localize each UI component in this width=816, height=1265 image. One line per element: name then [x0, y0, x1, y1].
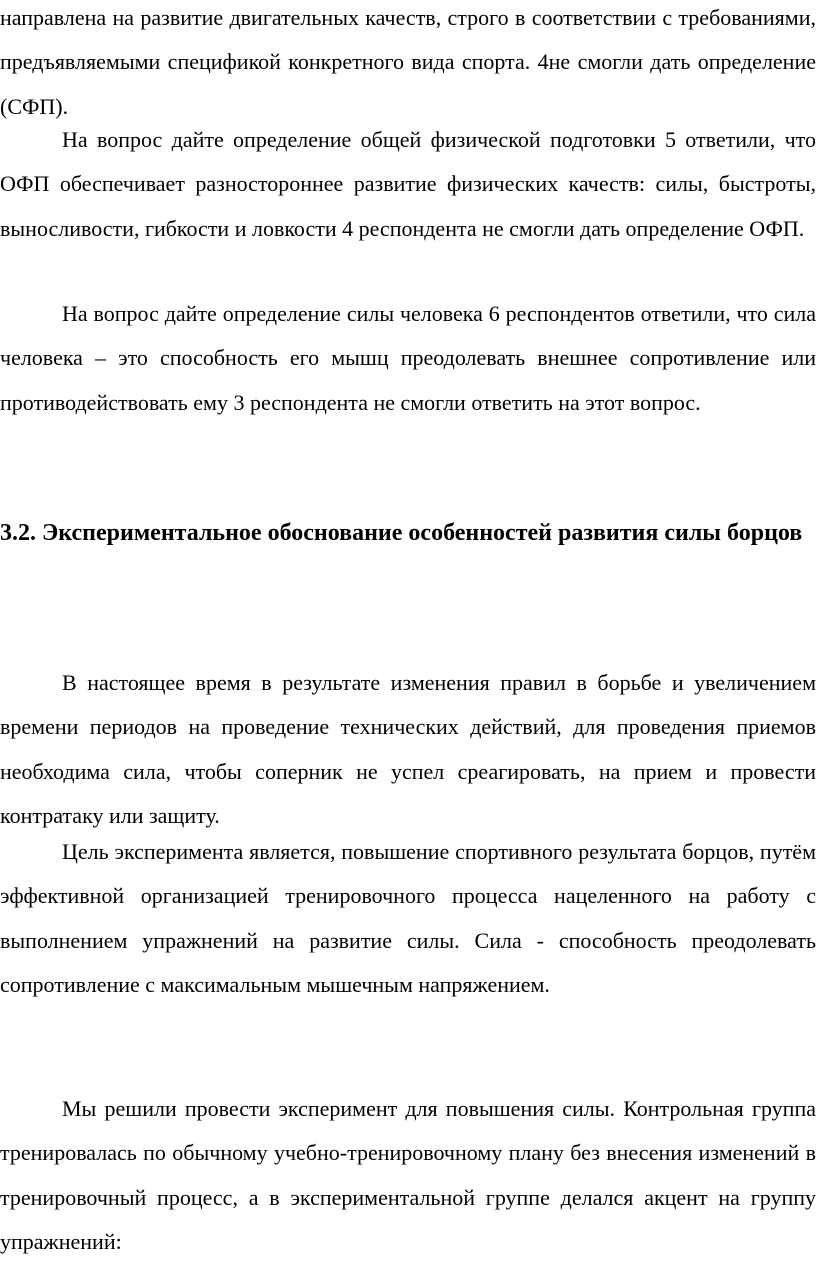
paragraph-strength-text: На вопрос дайте определение силы человека 6 респондентов ответили, что сила человека – это способность его мышц преодолевать внешнее сопротивление или противодействовать ему 3 респондента не смогли ответить на этот вопрос.	[0, 301, 816, 415]
paragraph-strength-definition	[0, 292, 816, 425]
paragraph-ofp	[0, 118, 816, 251]
paragraph-current-rules-text: В настоящее время в результате изменения правил в борьбе и увеличением времени периодов на проведение технических действий, для проведения приемов необходима сила, чтобы соперник не успел среагировать, на прием и провести контратаку или защиту.	[0, 670, 816, 829]
paragraph-experiment-design	[0, 1087, 816, 1265]
paragraph-experiment-goal	[0, 830, 816, 1008]
paragraph-current-rules	[0, 661, 816, 839]
paragraph-continuation	[0, 0, 816, 129]
paragraph-continuation-text: направлена на развитие двигательных качеств, строго в соответствии с требованиями, предъявляемыми спецификой конкретного вида спорта. 4не смогли дать определение (СФП).	[0, 5, 816, 119]
paragraph-experiment-design-text: Мы решили провести эксперимент для повышения силы. Контрольная группа тренировалась по обычному учебно-тренировочному плану без внесения изменений в тренировочный процесс, а в экспериментальной группе делался акцент на группу упражнений:	[0, 1096, 816, 1255]
section-heading	[0, 509, 816, 558]
paragraph-ofp-text: На вопрос дайте определение общей физической подготовки 5 ответили, что ОФП обеспечивает разностороннее развитие физических качеств: силы, быстроты, выносливости, гибкости и ловкости 4 респондента не смогли дать определение ОФП.	[0, 127, 816, 241]
paragraph-experiment-goal-text: Цель эксперимента является, повышение спортивного результата борцов, путём эффективной организацией тренировочного процесса нацеленного на работу с выполнением упражнений на развитие силы. Сила - способность преодолевать сопротивление с максимальным мышечным напряжением.	[0, 839, 816, 998]
section-heading-text: 3.2. Экспериментальное обоснование особенностей развития силы борцов	[0, 520, 803, 546]
